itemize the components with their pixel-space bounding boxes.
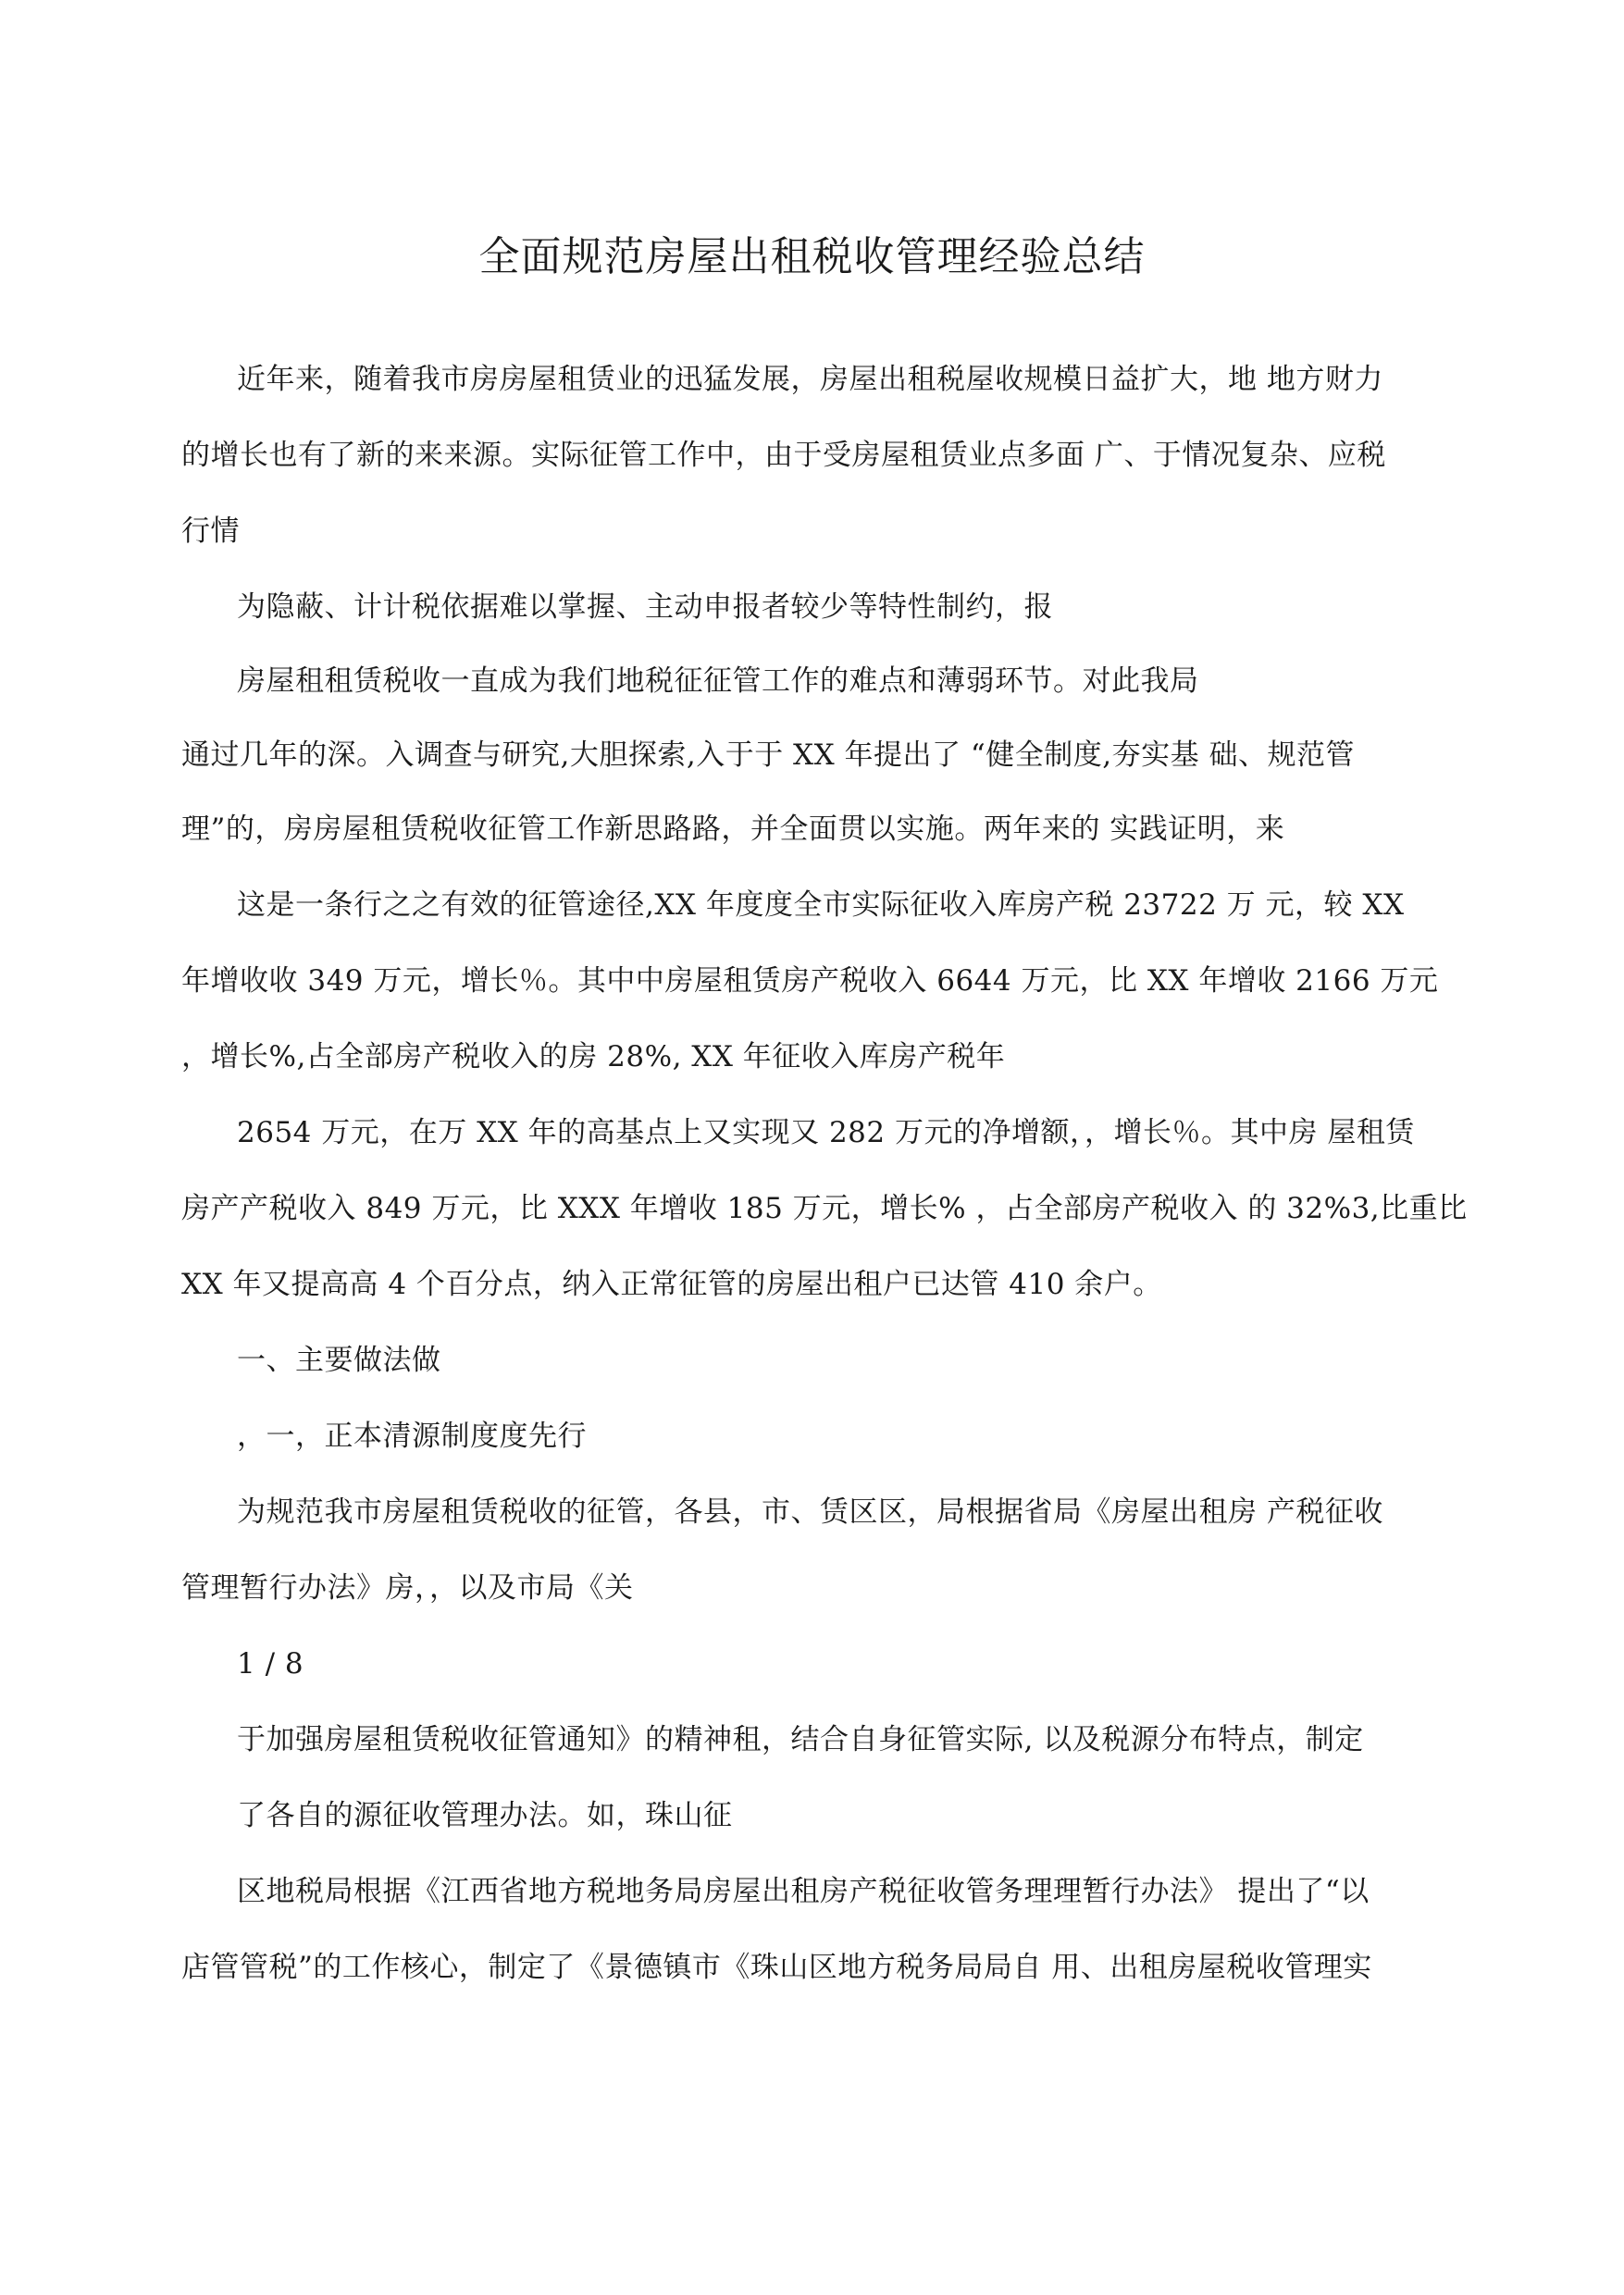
paragraph-line: 区地税局根据《江西省地方税地务局房屋出租房产税征收管务理理暂行办法》 提出了“以 [237,1875,1370,1908]
paragraph-line: 通过几年的深。入调查与研究,大胆探索,入于于 XX 年提出了 “健全制度,夯实基 础、规范管 [181,738,1355,772]
paragraph-line: 了各自的源征收管理办法。如，珠山征 [237,1799,733,1832]
paragraph-line: 的增长也有了新的来来源。实际征管工作中，由于受房屋租赁业点多面 广、于情况复杂、应税 [181,439,1386,472]
paragraph-line: 这是一条行之之有效的征管途径,XX 年度度全市实际征收入库房产税 23722 万 元，较 XX [237,888,1405,922]
paragraph-line: ，增长%,占全部房产税收入的房 28%, XX 年征收入库房产税年 [181,1040,1006,1073]
paragraph-line: 管理暂行办法》房，，以及市局《关 [181,1571,634,1605]
paragraph-line: 房屋租租赁税收一直成为我们地税征征管工作的难点和薄弱环节。对此我局 [237,664,1199,698]
paragraph-line: 于加强房屋租赁税收征管通知》的精神租，结合自身征管实际, 以及税源分布特点，制定 [237,1723,1364,1756]
paragraph-line: 行情 [181,515,240,548]
subsection-heading: ，一，正本清源制度度先行 [237,1420,587,1453]
paragraph-line: 店管管税”的工作核心，制定了《景德镇市《珠山区地方税务局局自 用、出租房屋税收管理实 [181,1951,1372,1984]
paragraph-line: 为隐蔽、计计税依据难以掌握、主动申报者较少等特性制约，报 [237,590,1053,624]
paragraph-line: 近年来，随着我市房房屋租赁业的迅猛发展，房屋出租税屋收规模日益扩大，地 地方财力 [237,363,1383,396]
paragraph-line: 理”的，房房屋租赁税收征管工作新思路路，并全面贯以实施。两年来的 实践证明，来 [181,813,1285,846]
paragraph-line: 年增收收 349 万元，增长％。其中中房屋租赁房产税收入 6644 万元，比 XX 年增收 2166 万元 [181,964,1439,998]
section-heading: 一、主要做法做 [237,1344,441,1377]
document-title: 全面规范房屋出租税收管理经验总结 [478,233,1146,280]
paragraph-line: XX 年又提高高 4 个百分点，纳入正常征管的房屋出租户已达管 410 余户。 [181,1268,1162,1301]
page-number: 1 / 8 [237,1647,304,1681]
paragraph-line: 为规范我市房屋租赁税收的征管，各县，市、赁区区，局根据省局《房屋出租房 产税征收 [237,1495,1383,1529]
paragraph-line: 房产产税收入 849 万元，比 XXX 年增收 185 万元，增长% ，占全部房产税收入 的 32%3,比重比 [181,1192,1468,1225]
paragraph-line: 2654 万元，在万 XX 年的高基点上又实现又 282 万元的净增额，，增长％。其中房 屋租赁 [237,1116,1415,1149]
